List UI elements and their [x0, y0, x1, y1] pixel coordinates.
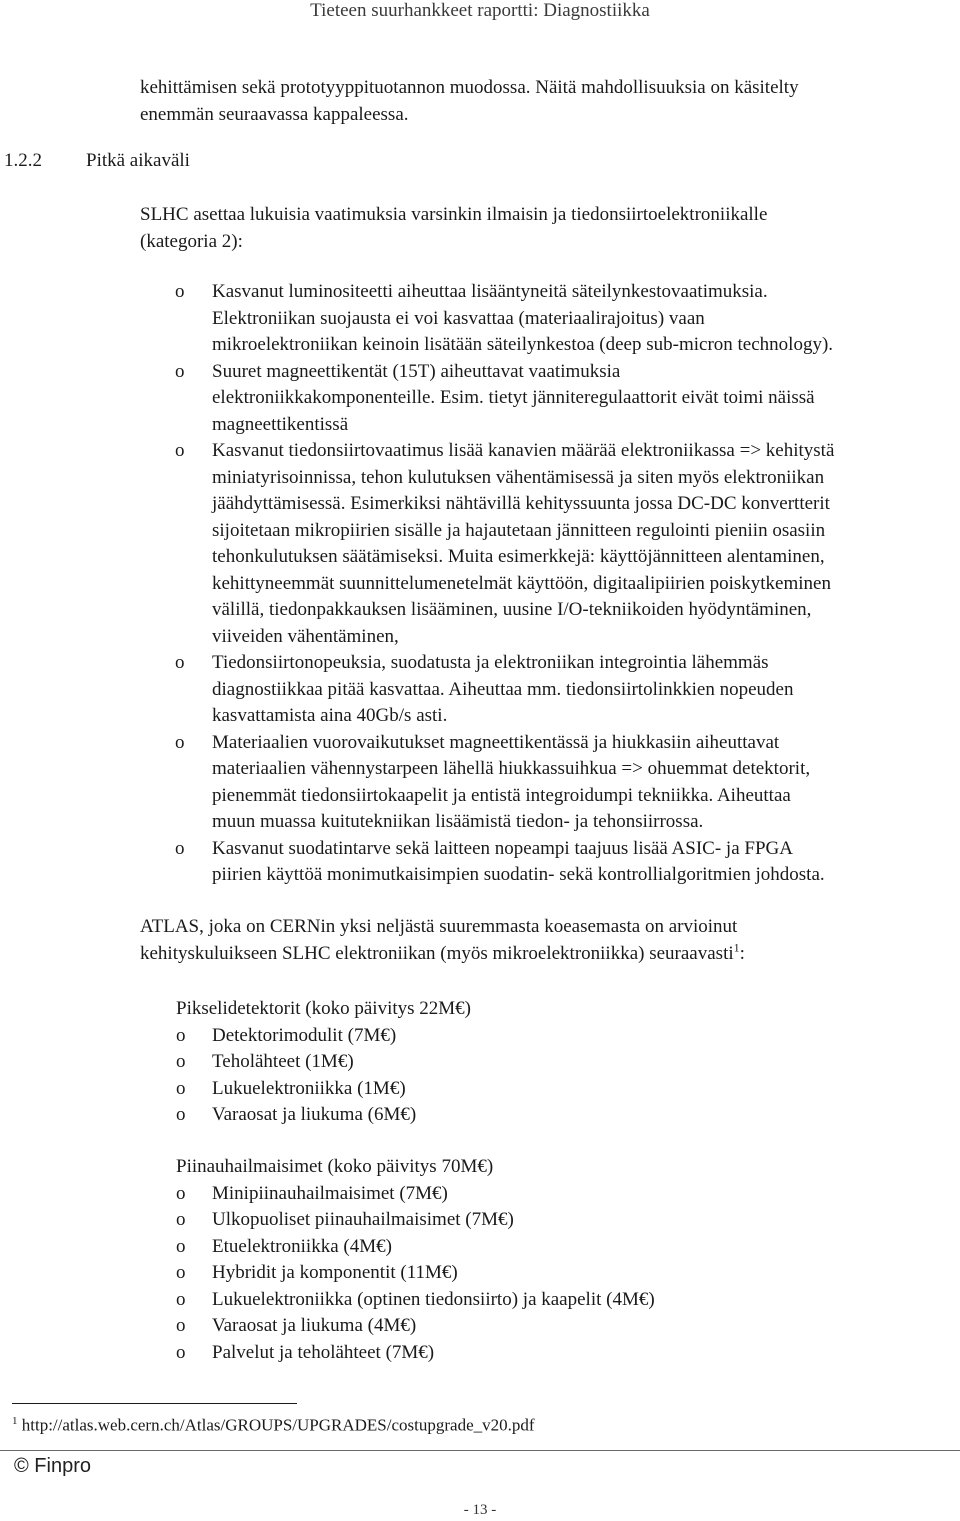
bullet-marker: o: [175, 440, 185, 461]
cost-item: [176, 1102, 936, 1129]
cost-item: [176, 1340, 936, 1367]
cost-item: [176, 1049, 936, 1076]
intro-line: kehittämisen sekä prototyyppituotannon muodossa. Näitä mahdollisuuksia on käsitelty: [140, 77, 799, 98]
list-item-line: diagnostiikkaa pitää kasvattaa. Aiheuttaa mm. tiedonsiirtolinkkien nopeuden: [212, 678, 794, 700]
footnote-reference[interactable]: 1: [733, 940, 740, 955]
cost-item: [176, 1076, 936, 1103]
list-item-line: viiveiden vähentäminen,: [212, 625, 399, 647]
footer-divider: [0, 1450, 960, 1451]
paragraph-line: [140, 941, 940, 968]
page-header: Tieteen suurhankkeet raportti: Diagnostiikka: [310, 0, 650, 21]
paragraph-line-text: kehityskuluikseen SLHC elektroniikan (myös mikroelektroniikka) seuraavasti: [140, 942, 734, 964]
list-item: [175, 730, 945, 836]
cost-item-text: Etuelektroniikka (4M€): [212, 1235, 392, 1257]
strip-detector-costs: [176, 1154, 936, 1366]
intro-paragraph: [140, 75, 940, 128]
cost-item-text: Varaosat ja liukuma (4M€): [212, 1315, 417, 1336]
list-item-line: Kasvanut suodatintarve sekä laitteen nopeampi taajuus lisää ASIC- ja FPGA: [212, 837, 793, 859]
bullet-marker: o: [176, 1024, 186, 1046]
pixel-detector-costs: [176, 996, 936, 1129]
bullet-marker: o: [176, 1104, 186, 1125]
paragraph-line: (kategoria 2):: [140, 230, 243, 252]
list-item: [175, 279, 945, 359]
cost-item-text: Lukuelektroniikka (optinen tiedonsiirto) ja kaapelit (4M€): [212, 1288, 655, 1310]
list-item-line: magneettikentissä: [212, 413, 349, 435]
footnote-number: 1: [12, 1415, 18, 1427]
bullet-marker: o: [176, 1051, 186, 1072]
list-item: [175, 359, 945, 439]
cost-item-text: Varaosat ja liukuma (6M€): [212, 1104, 417, 1125]
bullet-marker: o: [176, 1341, 186, 1363]
paragraph-slhc-requirements: [140, 202, 940, 255]
paragraph-line-end: :: [739, 942, 745, 964]
cost-heading: Piinauhailmaisimet (koko päivitys 70M€): [176, 1156, 494, 1177]
list-item-line: Tiedonsiirtonopeuksia, suodatusta ja elektroniikan integrointia lähemmäs: [212, 652, 769, 673]
cost-item: [176, 1260, 936, 1287]
bullet-marker: o: [175, 281, 185, 302]
list-item-line: kasvattamista aina 40Gb/s asti.: [212, 705, 448, 726]
bullet-marker: o: [176, 1209, 186, 1230]
list-item: [175, 836, 945, 889]
list-item: [175, 650, 945, 730]
bullet-marker: o: [176, 1077, 186, 1099]
requirements-list: [175, 279, 945, 889]
list-item-line: materiaalien vähennystarpeen lähellä hiukkassuihkua => ohuemmat detektorit,: [212, 758, 811, 779]
intro-line: enemmän seuraavassa kappaleessa.: [140, 103, 409, 125]
list-item-line: Kasvanut tiedonsiirtovaatimus lisää kanavien määrää elektroniikassa => kehitystä: [212, 440, 835, 461]
cost-item: [176, 1207, 936, 1234]
bullet-marker: o: [175, 360, 185, 382]
cost-item-text: Hybridit ja komponentit (11M€): [212, 1262, 458, 1283]
bullet-marker: o: [176, 1182, 186, 1204]
cost-item-text: Detektorimodulit (7M€): [212, 1024, 397, 1046]
page-number: - 13 -: [463, 1502, 497, 1518]
bullet-marker: o: [176, 1235, 186, 1257]
section-number: 1.2.2: [4, 150, 42, 171]
cost-item: [176, 1287, 936, 1314]
list-item-line: Materiaalien vuorovaikutukset magneettikentässä ja hiukkasiin aiheuttavat: [212, 731, 780, 753]
list-item-line: mikroelektroniikan keinoin lisätään säteilynkestoa (deep sub-micron technology).: [212, 334, 834, 355]
bullet-marker: o: [175, 837, 185, 859]
section-title: Pitkä aikaväli: [86, 150, 190, 171]
list-item-line: piirien käyttöä monimutkaisimpien suodatin- sekä kontrollialgoritmien johdosta.: [212, 864, 825, 885]
list-item-line: välillä, tiedonpakkauksen lisääminen, uusine I/O-tekniikoiden hyödyntäminen,: [212, 599, 812, 620]
list-item-line: muun muassa kuitutekniikan lisäämistä tiedon- ja tehonsiirrossa.: [212, 811, 704, 832]
bullet-marker: o: [176, 1262, 186, 1283]
list-item-line: tehonkulutuksen säätämiseksi. Muita esimerkkejä: käyttöjännitteen alentaminen,: [212, 546, 825, 567]
cost-heading: Pikselidetektorit (koko päivitys 22M€): [176, 998, 472, 1019]
cost-item-text: Ulkopuoliset piinauhailmaisimet (7M€): [212, 1209, 514, 1230]
list-item-line: Suuret magneettikentät (15T) aiheuttavat vaatimuksia: [212, 360, 621, 382]
bullet-marker: o: [176, 1315, 186, 1336]
bullet-marker: o: [175, 652, 185, 673]
list-item-line: jäähdyttämisessä. Esimerkiksi nähtävillä kehityssuunta jossa DC-DC konvertterit: [212, 493, 830, 514]
cost-item-text: Teholähteet (1M€): [212, 1051, 354, 1072]
cost-item: [176, 1234, 936, 1261]
copyright-notice: © Finpro: [14, 1455, 91, 1477]
cost-item: [176, 1313, 936, 1340]
list-item-line: miniatyrisoinnissa, tehon kulutuksen vähentämisessä ja siten myös elektroniikan: [212, 466, 825, 488]
list-item-line: pienemmät tiedonsiirtokaapelit ja entistä integroidumpi tekniikka. Aiheuttaa: [212, 784, 791, 806]
cost-item-text: Minipiinauhailmaisimet (7M€): [212, 1182, 448, 1204]
footnote: [12, 1415, 535, 1436]
paragraph-line: SLHC asettaa lukuisia vaatimuksia varsinkin ilmaisin ja tiedonsiirtoelektroniikalle: [140, 204, 768, 225]
paragraph-line: ATLAS, joka on CERNin yksi neljästä suuremmasta koeasemasta on arvioinut: [140, 916, 738, 937]
bullet-marker: o: [176, 1288, 186, 1310]
list-item-line: sijoitetaan mikropiirien sisälle ja hajautetaan jännitteen regulointi pieniin osasiin: [212, 519, 826, 541]
cost-item-text: Lukuelektroniikka (1M€): [212, 1077, 406, 1099]
list-item-line: kehittyneemmät suunnittelumenetelmät käyttöön, digitaalipiirien poiskytkeminen: [212, 572, 831, 594]
bullet-marker: o: [175, 731, 185, 753]
cost-item: [176, 1023, 936, 1050]
list-item-line: Elektroniikan suojausta ei voi kasvattaa (materiaalirajoitus) vaan: [212, 307, 705, 329]
footnote-link[interactable]: http://atlas.web.cern.ch/Atlas/GROUPS/UPGRADES/costupgrade_v20.pdf: [21, 1415, 535, 1435]
list-item: [175, 438, 945, 650]
cost-item: [176, 1181, 936, 1208]
footnote-separator: [12, 1403, 297, 1404]
list-item-line: elektroniikkakomponenteille. Esim. tietyt jänniteregulaattorit eivät toimi näissä: [212, 387, 815, 408]
paragraph-atlas-costs: [140, 914, 940, 967]
list-item-line: Kasvanut luminositeetti aiheuttaa lisääntyneitä säteilynkestovaatimuksia.: [212, 281, 768, 302]
cost-item-text: Palvelut ja teholähteet (7M€): [212, 1341, 435, 1363]
